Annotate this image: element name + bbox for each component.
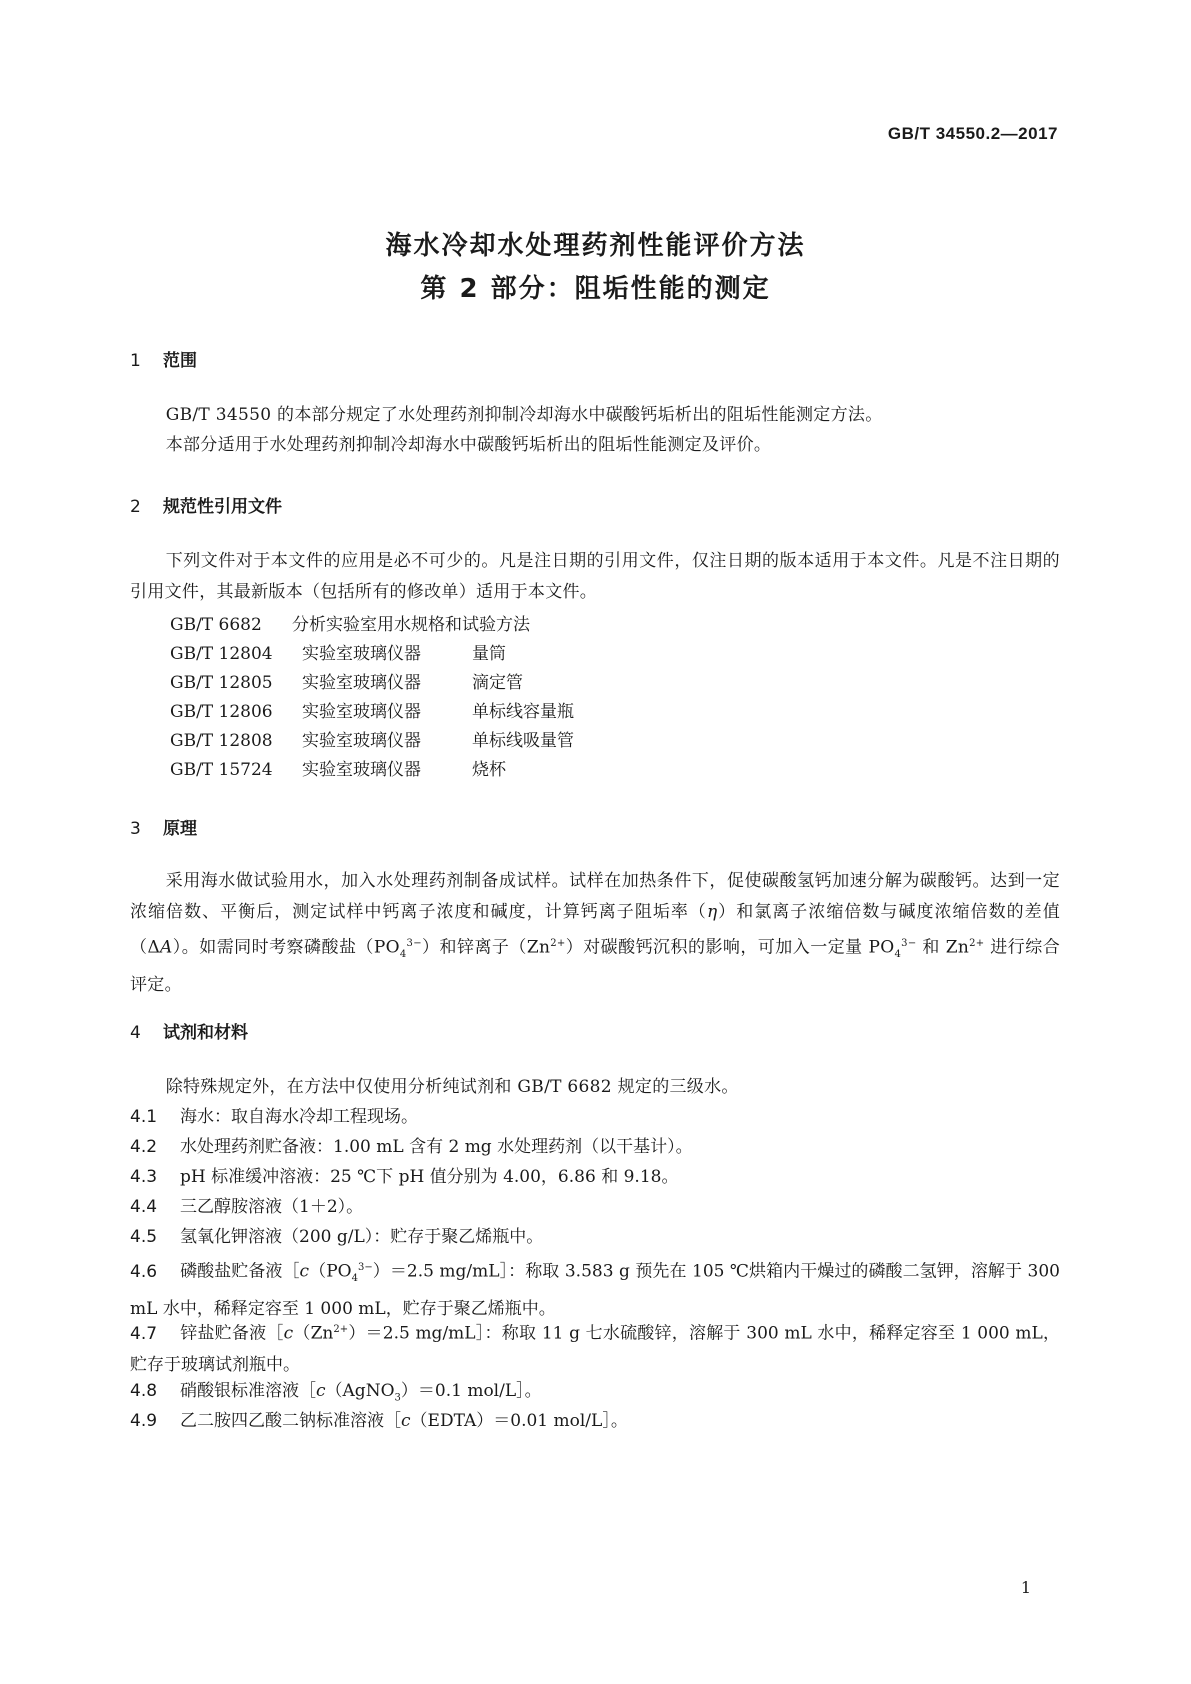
- reference-name: 分析实验室用水规格和试验方法: [292, 615, 530, 635]
- reference-item: 单标线吸量管: [472, 731, 574, 751]
- reference-item: 烧杯: [472, 760, 506, 780]
- reference-row: [170, 726, 574, 751]
- clause-4-4: 4.4 三乙醇胺溶液（1＋2）。: [130, 1197, 364, 1217]
- clause-4-7: 4.7 锌盐贮备液$[c(Zn^{2+})=2.5$ mg/mL］：称取 11 g 七水硫酸锌，溶解于 300 mL 水中，稀释定容至 1 000 mL，贮存于玻璃试剂瓶中。: [130, 1323, 1060, 1375]
- clause-4-5: 4.5 氢氧化钾溶液（200 g/L）：贮存于聚乙烯瓶中。: [130, 1227, 544, 1247]
- references-intro: 下列文件对于本文件的应用是必不可少的。凡是注日期的引用文件，仅注日期的版本适用于本文件。凡是不注日期的引用文件，其最新版本（包括所有的修改单）适用于本文件。: [130, 551, 1060, 602]
- standard-number: GB/T 34550.2—2017: [887, 124, 1058, 143]
- reference-code: GB/T 12806: [170, 702, 273, 722]
- reference-name: 实验室玻璃仪器: [302, 673, 421, 693]
- section-number: 1: [130, 351, 141, 371]
- reference-name: 实验室玻璃仪器: [302, 644, 421, 664]
- reference-row: [170, 697, 574, 722]
- reference-name: 实验室玻璃仪器: [302, 731, 421, 751]
- reference-name: 实验室玻璃仪器: [302, 760, 421, 780]
- reference-item: 量筒: [472, 644, 506, 664]
- clause-4-2: 4.2 水处理药剂贮备液：1.00 mL 含有 2 mg 水处理药剂（以干基计）。: [130, 1137, 693, 1157]
- reference-code: GB/T 12804: [170, 644, 273, 664]
- scope-paragraph-1: GB/T 34550 的本部分规定了水处理药剂抑制冷却海水中碳酸钙垢析出的阻垢性能测定方法。: [165, 405, 883, 425]
- reference-code: GB/T 12808: [170, 731, 273, 751]
- reference-row: [170, 668, 523, 693]
- section-heading-scope: [130, 346, 197, 371]
- section-heading-reagents: [130, 1018, 248, 1043]
- clause-4-6: 4.6 磷酸盐贮备液$[c(PO_4^{3-})=2.5$ mg/mL］：称取 3.583 g 预先在 105 ℃烘箱内干燥过的磷酸二氢钾，溶解于 300 mL 水中，稀释定容至 1 000 mL，贮存于聚乙烯瓶中。: [130, 1261, 1060, 1320]
- section-title: 原理: [163, 819, 197, 839]
- reference-row: [170, 755, 506, 780]
- reference-code: GB/T 6682: [170, 615, 262, 635]
- reagents-intro: 除特殊规定外，在方法中仅使用分析纯试剂和 GB/T 6682 规定的三级水。: [165, 1077, 739, 1097]
- scope-paragraph-2: 本部分适用于水处理药剂抑制冷却海水中碳酸钙垢析出的阻垢性能测定及评价。: [165, 435, 772, 455]
- reference-row: [170, 610, 530, 635]
- clause-4-3: 4.3 pH 标准缓冲溶液：25 ℃下 pH 值分别为 4.00，6.86 和 9.18。: [130, 1167, 679, 1187]
- document-title-line2: 第 2 部分：阻垢性能的测定: [420, 274, 771, 304]
- page-number: 1: [1020, 1578, 1031, 1597]
- section-number: 2: [130, 497, 141, 517]
- section-title: 试剂和材料: [163, 1023, 248, 1043]
- section-heading-principle: [130, 814, 197, 839]
- principle-paragraph: 采用海水做试验用水，加入水处理药剂制备成试样。试样在加热条件下，促使碳酸氢钙加速分解为碳酸钙。达到一定浓缩倍数、平衡后，测定试样中钙离子浓度和碱度，计算钙离子阻垢率（η）和氯离子浓缩倍数与碱度浓缩倍数的差值（ΔA）。如需同时考察磷酸盐$(PO_4^{3-})$和锌离子$(Zn^{2+})$对碳酸钙沉积的影响，可加入一定量 $PO_4^{3-}$ 和 $Zn^{2+}$ 进行综合评定。: [130, 871, 1060, 996]
- reference-item: 单标线容量瓶: [472, 702, 574, 722]
- section-number: 4: [130, 1023, 141, 1043]
- clause-4-1: 4.1 海水：取自海水冷却工程现场。: [130, 1107, 418, 1127]
- section-title: 范围: [163, 351, 197, 371]
- reference-name: 实验室玻璃仪器: [302, 702, 421, 722]
- section-number: 3: [130, 819, 141, 839]
- document-title-line1: 海水冷却水处理药剂性能评价方法: [385, 231, 806, 261]
- section-heading-normative-references: [130, 492, 282, 517]
- reference-code: GB/T 12805: [170, 673, 273, 693]
- clause-4-9: 4.9 乙二胺四乙酸二钠标准溶液［c（EDTA）＝0.01 mol/L］。: [130, 1411, 628, 1431]
- reference-item: 滴定管: [472, 673, 523, 693]
- reference-code: GB/T 15724: [170, 760, 273, 780]
- section-title: 规范性引用文件: [163, 497, 282, 517]
- reference-row: [170, 639, 506, 664]
- clause-4-8: 4.8 硝酸银标准溶液［c（AgNO$_3$）＝0.1 mol/L］。: [130, 1381, 542, 1404]
